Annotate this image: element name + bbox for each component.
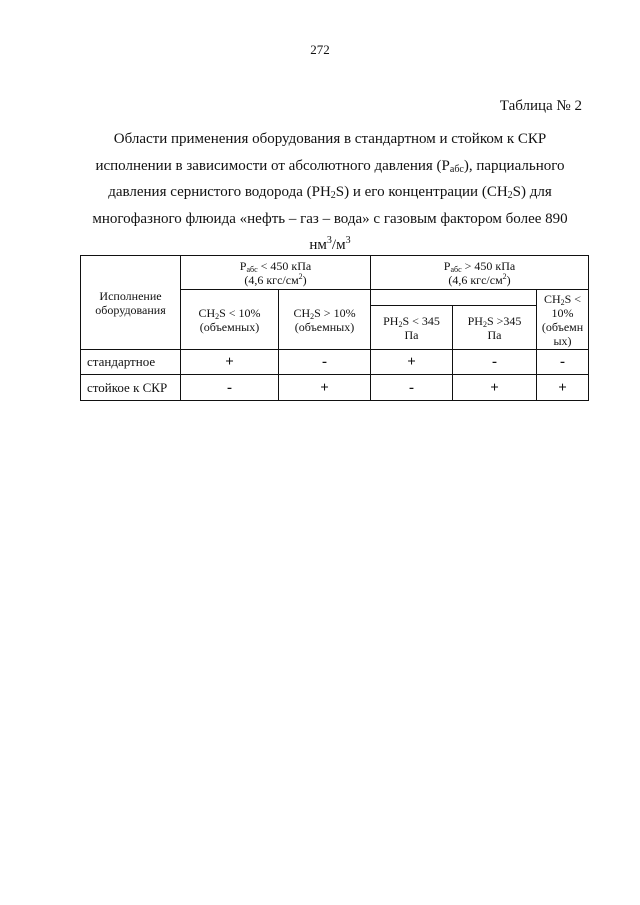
caption-text: давления сернистого водорода (РН: [108, 184, 331, 200]
table-cell: -: [371, 375, 453, 401]
col-low-1-unit: (объемных): [199, 319, 260, 334]
formula-text: S < 10%: [219, 305, 261, 320]
kgs-text: ): [506, 272, 511, 287]
col-high-2-formula: [455, 314, 534, 328]
header-corner-cell: [81, 256, 181, 350]
header-blank-subgroup: [371, 290, 537, 306]
formula-text: CH: [293, 305, 311, 320]
subscript-abs: абс: [450, 264, 462, 274]
condition-text: > 450 кПа: [461, 258, 516, 273]
header-group-high-pressure: [371, 256, 589, 290]
caption-line-3: [70, 179, 590, 206]
formula-subscript: 2: [482, 319, 487, 329]
table-label: Таблица № 2: [499, 98, 582, 114]
header-group-low-pressure: [181, 256, 371, 290]
page-number: 272: [310, 42, 330, 57]
group-high-condition: [373, 259, 586, 273]
formula-subscript: 2: [560, 297, 565, 307]
header-col-high-1: [371, 306, 453, 350]
table-cell: -: [537, 350, 589, 375]
col-high-3-formula: [539, 292, 586, 306]
kgs-text: (4,6 кгс/см: [448, 272, 503, 287]
corner-line-2: оборудования: [95, 302, 166, 317]
table-cell: +: [371, 350, 453, 375]
header-col-high-3: [537, 290, 589, 350]
subscript-abs: абс: [246, 264, 258, 274]
col-high-3-percent: 10%: [551, 305, 574, 320]
table-caption: [70, 126, 590, 259]
table-row: [81, 375, 589, 401]
kgs-text: (4,6 кгс/см: [244, 272, 299, 287]
col-high-1-unit: Па: [404, 327, 419, 342]
col-low-2-unit: (объемных): [294, 319, 355, 334]
formula-text: PH: [467, 313, 483, 328]
formula-subscript: 2: [215, 311, 220, 321]
group-low-condition: [183, 259, 368, 273]
caption-superscript: 3: [345, 235, 351, 246]
group-high-kgs: [373, 273, 586, 287]
formula-subscript: 2: [398, 319, 403, 329]
table-cell: +: [537, 375, 589, 401]
header-col-low-2: [279, 290, 371, 350]
caption-line-2: [70, 153, 590, 180]
symbol-p: Р: [443, 258, 451, 273]
col-low-2-formula: [281, 306, 368, 320]
header-col-low-1: [181, 290, 279, 350]
caption-text: /м: [331, 237, 346, 253]
caption-text: исполнении в зависимости от абсолютного давления (Р: [95, 157, 450, 174]
caption-subscript: абс: [449, 163, 464, 175]
caption-text: нм: [309, 237, 327, 253]
formula-text: PH: [383, 313, 399, 328]
col-high-3-unit-b: ых): [553, 333, 572, 348]
table-cell: +: [453, 375, 537, 401]
formula-text: CH: [543, 291, 561, 306]
table-cell: +: [279, 375, 371, 401]
table-cell: -: [453, 350, 537, 375]
symbol-p: Р: [239, 258, 247, 273]
col-high-3-unit-a: (объемн: [541, 319, 584, 334]
caption-line-1: Области применения оборудования в стандартном и стойком к СКР: [113, 131, 547, 147]
formula-text: S < 345: [402, 313, 440, 328]
col-high-2-unit: Па: [487, 327, 502, 342]
kgs-text: ): [302, 272, 307, 287]
formula-text: S > 10%: [314, 305, 356, 320]
equipment-applicability-table: [80, 255, 589, 401]
condition-text: < 450 кПа: [257, 258, 312, 273]
row-label-scr-resistant: стойкое к СКР: [81, 375, 181, 401]
header-col-high-2: [453, 306, 537, 350]
row-label-standard: стандартное: [81, 350, 181, 375]
caption-text: ), парциального: [463, 157, 565, 174]
table-cell: +: [181, 350, 279, 375]
table-cell: -: [279, 350, 371, 375]
col-low-1-formula: [183, 306, 276, 320]
caption-text: S) и его концентрации (СН: [335, 184, 508, 200]
caption-line-4: многофазного флюида «нефть – газ – вода» с газовым фактором более 890: [92, 210, 568, 227]
table-cell: -: [181, 375, 279, 401]
caption-subscript: 2: [330, 190, 336, 201]
corner-line-1: Исполнение: [99, 288, 162, 303]
caption-subscript: 2: [507, 190, 513, 201]
caption-text: S) для: [512, 184, 552, 200]
formula-text: S <: [564, 291, 582, 306]
group-low-kgs: [183, 273, 368, 287]
formula-text: S >345: [486, 313, 522, 328]
col-high-1-formula: [373, 314, 450, 328]
formula-subscript: 2: [310, 311, 315, 321]
superscript: 2: [502, 271, 507, 281]
superscript: 2: [298, 271, 303, 281]
formula-text: CH: [198, 305, 216, 320]
caption-superscript: 3: [326, 235, 332, 246]
table-row: [81, 350, 589, 375]
